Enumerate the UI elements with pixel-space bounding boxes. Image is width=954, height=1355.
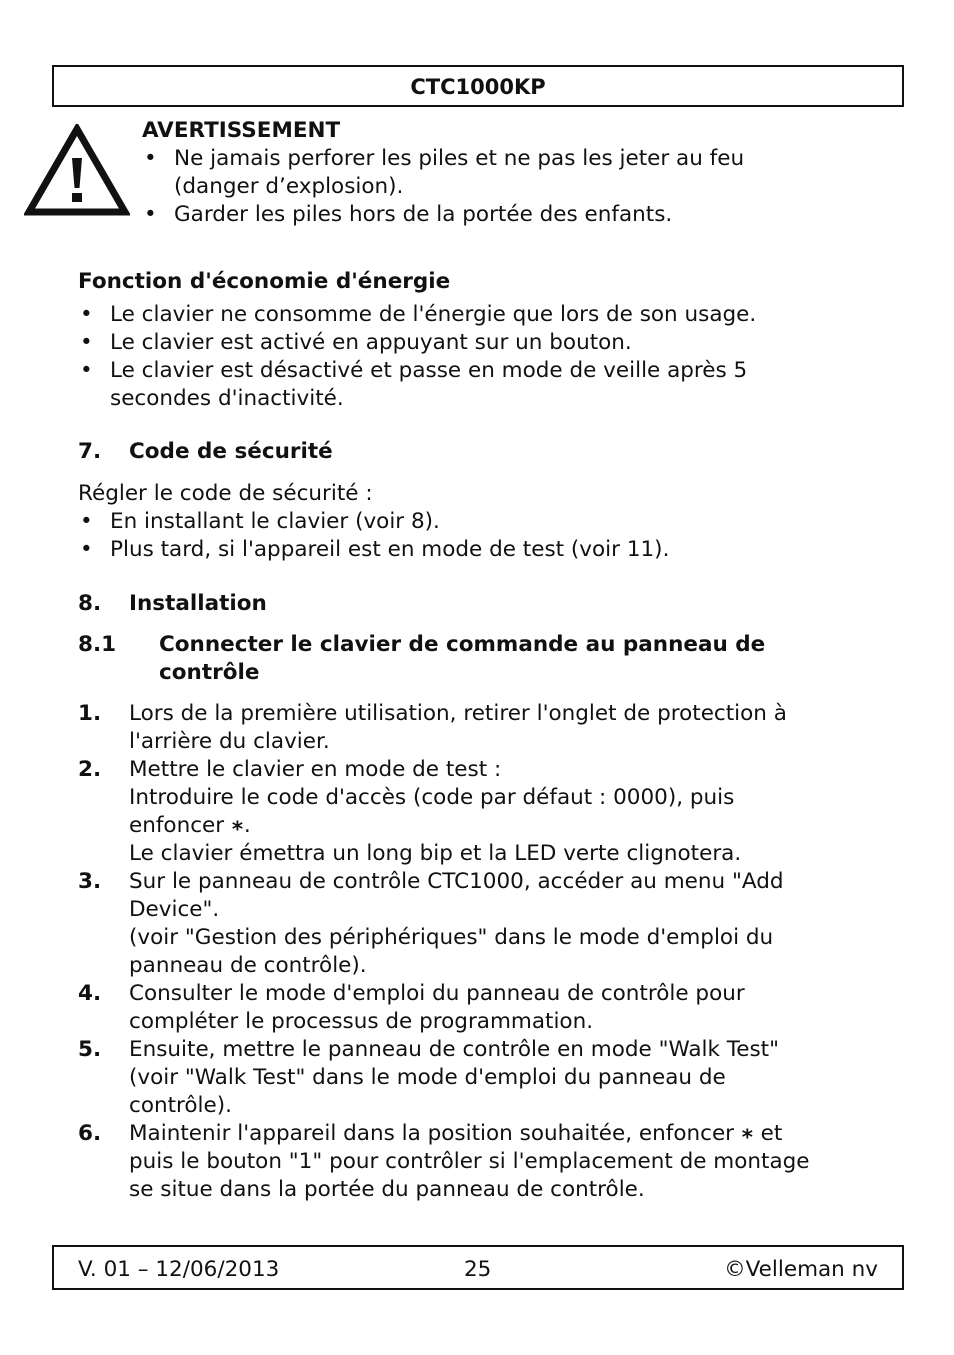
step-line: panneau de contrôle).: [129, 953, 367, 978]
step-line: Maintenir l'appareil dans la position souhaitée, enfoncer ∗ et: [129, 1121, 783, 1146]
step-line: Mettre le clavier en mode de test :: [129, 757, 502, 782]
step-line: Ensuite, mettre le panneau de contrôle en mode "Walk Test": [129, 1037, 779, 1062]
step-line: Introduire le code d'accès (code par défaut : 0000), puis: [129, 785, 735, 810]
footer-version: V. 01 – 12/06/2013: [78, 1257, 280, 1282]
step-item: [78, 1036, 878, 1120]
step-line: enfoncer ∗.: [129, 813, 251, 838]
list-item: • Le clavier est activé en appuyant sur un bouton.: [78, 329, 878, 357]
step-item: [78, 1120, 878, 1204]
star-key-icon: ∗: [740, 1121, 754, 1146]
step-item: [78, 700, 878, 756]
step-line: Le clavier émettra un long bip et la LED verte clignotera.: [129, 841, 742, 866]
step-line: puis le bouton "1" pour contrôler si l'emplacement de montage: [129, 1149, 810, 1174]
section-title-security: 7. Code de sécurité: [78, 439, 333, 464]
step-number: 3.: [78, 869, 102, 894]
step-line: (voir "Walk Test" dans le mode d'emploi du panneau de: [129, 1065, 726, 1090]
security-intro: Régler le code de sécurité :: [78, 481, 373, 506]
list-item: • Le clavier ne consomme de l'énergie que lors de son usage.: [78, 301, 878, 329]
list-item: • En installant le clavier (voir 8).: [78, 508, 878, 536]
footer-copyright: ©Velleman nv: [724, 1257, 878, 1282]
step-line: Lors de la première utilisation, retirer l'onglet de protection à: [129, 701, 787, 726]
energy-list: [78, 301, 878, 413]
step-line: Sur le panneau de contrôle CTC1000, accéder au menu "Add: [129, 869, 784, 894]
step-number: 2.: [78, 757, 102, 782]
warning-title: AVERTISSEMENT: [142, 118, 341, 143]
footer-page-number: 25: [464, 1257, 492, 1282]
warning-triangle-icon: [24, 124, 130, 218]
model-title: CTC1000KP: [410, 75, 546, 99]
section-title-installation: 8. Installation: [78, 591, 267, 616]
step-line: contrôle).: [129, 1093, 232, 1118]
star-key-icon: ∗: [230, 813, 244, 838]
page-header: [52, 65, 904, 107]
warning-list: [142, 145, 882, 229]
energy-title: Fonction d'économie d'énergie: [78, 269, 451, 294]
list-item: • Ne jamais perforer les piles et ne pas les jeter au feu (danger d’explosion).: [142, 145, 824, 201]
step-number: 6.: [78, 1121, 102, 1146]
step-line: (voir "Gestion des périphériques" dans le mode d'emploi du: [129, 925, 774, 950]
page-footer: [52, 1245, 904, 1290]
subsection-title: 8.1 Connecter le clavier de commande au panneau de contrôle: [78, 632, 766, 685]
warning-block: [142, 117, 882, 229]
step-item: [78, 756, 878, 868]
energy-section: [78, 268, 878, 413]
step-line: Device".: [129, 897, 220, 922]
installation-steps: [78, 700, 878, 1204]
step-number: 4.: [78, 981, 102, 1006]
step-item: [78, 980, 878, 1036]
list-item: • Le clavier est désactivé et passe en mode de veille après 5 secondes d'inactivité.: [78, 357, 810, 413]
security-list: [78, 508, 878, 564]
step-line: se situe dans la portée du panneau de contrôle.: [129, 1177, 645, 1202]
security-block: [78, 480, 878, 564]
list-item: • Plus tard, si l'appareil est en mode de test (voir 11).: [78, 536, 878, 564]
step-line: compléter le processus de programmation.: [129, 1009, 594, 1034]
step-line: l'arrière du clavier.: [129, 729, 330, 754]
step-number: 5.: [78, 1037, 102, 1062]
step-line: Consulter le mode d'emploi du panneau de contrôle pour: [129, 981, 745, 1006]
list-item: • Garder les piles hors de la portée des enfants.: [142, 201, 882, 229]
step-number: 1.: [78, 701, 102, 726]
step-item: [78, 868, 878, 980]
